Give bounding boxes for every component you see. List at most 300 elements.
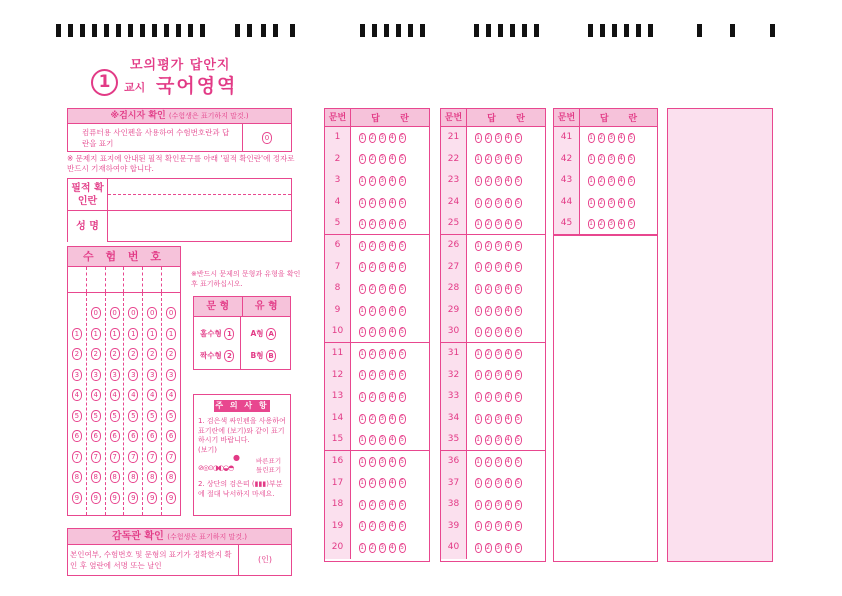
answer-choice-bubble[interactable]: 5 [400,457,404,465]
answer-choice-bubble[interactable]: 2 [486,479,490,487]
answer-choice-bubble[interactable]: 2 [486,522,490,530]
answer-choice-bubble[interactable]: 3 [496,327,500,335]
exam-digit-bubble[interactable]: 2 [128,348,138,360]
answer-choice-bubble[interactable]: 2 [370,435,374,443]
exam-digit-bubble[interactable]: 4 [166,389,176,401]
answer-choice-bubble[interactable]: 2 [486,371,490,379]
answer-choice-bubble[interactable]: 3 [380,155,384,163]
answer-choice-bubble[interactable]: 1 [476,284,480,292]
answer-choice-bubble[interactable]: 5 [516,263,520,271]
answer-choice-bubble[interactable]: 5 [516,176,520,184]
exam-digit-bubble[interactable]: 3 [110,369,120,381]
answer-choice-bubble[interactable]: 1 [476,457,480,465]
answer-choice-bubble[interactable]: 5 [400,176,404,184]
answer-choice-bubble[interactable]: 4 [390,544,394,552]
answer-choice-bubble[interactable]: 4 [390,263,394,271]
exam-digit-write-cell[interactable] [68,267,87,292]
answer-choice-bubble[interactable]: 3 [496,241,500,249]
answer-choice-bubble[interactable]: 5 [400,241,404,249]
answer-choice-bubble[interactable]: 3 [380,371,384,379]
exam-digit-bubble[interactable]: 4 [72,389,82,401]
odd-type-option[interactable]: 홀수형 1 [200,323,240,345]
answer-choice-bubble[interactable]: 4 [390,522,394,530]
exam-digit-bubble[interactable]: 3 [91,369,101,381]
exam-digit-bubble[interactable]: 6 [147,430,157,442]
exam-digit-bubble[interactable]: 8 [128,471,138,483]
exam-digit-bubble[interactable]: 3 [128,369,138,381]
answer-choice-bubble[interactable]: 4 [390,500,394,508]
answer-choice-bubble[interactable]: 2 [599,133,603,141]
exam-digit-bubble[interactable]: 1 [147,328,157,340]
answer-choice-bubble[interactable]: 4 [390,435,394,443]
answer-choice-bubble[interactable]: 3 [380,327,384,335]
answer-choice-bubble[interactable]: 1 [360,414,364,422]
answer-choice-bubble[interactable]: 2 [599,198,603,206]
answer-choice-bubble[interactable]: 3 [609,219,613,227]
answer-choice-bubble[interactable]: 2 [370,155,374,163]
exam-digit-bubble[interactable]: 3 [166,369,176,381]
answer-choice-bubble[interactable]: 1 [360,306,364,314]
answer-choice-bubble[interactable]: 3 [380,392,384,400]
answer-choice-bubble[interactable]: 4 [390,176,394,184]
answer-choice-bubble[interactable]: 3 [496,263,500,271]
answer-choice-bubble[interactable]: 5 [400,306,404,314]
answer-choice-bubble[interactable]: 3 [609,176,613,184]
exam-digit-bubble[interactable]: 2 [91,348,101,360]
answer-choice-bubble[interactable]: 1 [589,198,593,206]
answer-choice-bubble[interactable]: 5 [516,241,520,249]
answer-choice-bubble[interactable]: 2 [486,219,490,227]
answer-choice-bubble[interactable]: 4 [506,392,510,400]
answer-choice-bubble[interactable]: 5 [400,219,404,227]
answer-choice-bubble[interactable]: 5 [516,392,520,400]
answer-choice-bubble[interactable]: 4 [506,435,510,443]
answer-choice-bubble[interactable]: 1 [360,133,364,141]
answer-choice-bubble[interactable]: 4 [506,522,510,530]
answer-choice-bubble[interactable]: 2 [486,263,490,271]
exam-digit-bubble[interactable]: 0 [128,307,138,319]
answer-choice-bubble[interactable]: 3 [609,155,613,163]
answer-choice-bubble[interactable]: 4 [506,133,510,141]
exam-digit-bubble[interactable]: 0 [147,307,157,319]
answer-choice-bubble[interactable]: 4 [619,198,623,206]
answer-choice-bubble[interactable]: 4 [506,327,510,335]
answer-choice-bubble[interactable]: 2 [370,198,374,206]
answer-choice-bubble[interactable]: 5 [629,133,633,141]
answer-choice-bubble[interactable]: 1 [476,371,480,379]
answer-choice-bubble[interactable]: 5 [516,479,520,487]
exam-digit-bubble[interactable]: 7 [128,451,138,463]
answer-choice-bubble[interactable]: 1 [476,479,480,487]
b-type-option[interactable]: B형 B [251,345,291,367]
answer-choice-bubble[interactable]: 1 [589,219,593,227]
exam-digit-bubble[interactable]: 9 [166,492,176,504]
answer-choice-bubble[interactable]: 3 [496,306,500,314]
answer-choice-bubble[interactable]: 5 [400,500,404,508]
exam-digit-bubble[interactable]: 1 [166,328,176,340]
exam-digit-bubble[interactable]: 8 [110,471,120,483]
answer-choice-bubble[interactable]: 4 [506,155,510,163]
answer-choice-bubble[interactable]: 5 [400,349,404,357]
answer-choice-bubble[interactable]: 2 [486,241,490,249]
answer-choice-bubble[interactable]: 5 [516,500,520,508]
answer-choice-bubble[interactable]: 5 [516,133,520,141]
answer-choice-bubble[interactable]: 1 [476,349,480,357]
answer-choice-bubble[interactable]: 3 [380,457,384,465]
answer-choice-bubble[interactable]: 5 [516,371,520,379]
exam-digit-bubble[interactable]: 7 [110,451,120,463]
exam-digit-bubble[interactable]: 0 [166,307,176,319]
answer-choice-bubble[interactable]: 4 [390,349,394,357]
answer-choice-bubble[interactable]: 4 [619,133,623,141]
answer-choice-bubble[interactable]: 3 [496,392,500,400]
exam-digit-bubble[interactable]: 1 [110,328,120,340]
answer-choice-bubble[interactable]: 4 [506,176,510,184]
answer-choice-bubble[interactable]: 4 [506,284,510,292]
answer-choice-bubble[interactable]: 2 [599,219,603,227]
odd-type-bubble[interactable]: 1 [224,328,234,340]
answer-choice-bubble[interactable]: 2 [370,327,374,335]
answer-choice-bubble[interactable]: 1 [476,500,480,508]
answer-choice-bubble[interactable]: 4 [390,414,394,422]
exam-digit-bubble[interactable]: 3 [147,369,157,381]
supervisor-seal-field[interactable]: (인) [258,555,272,564]
answer-choice-bubble[interactable]: 2 [486,457,490,465]
exam-digit-bubble[interactable]: 7 [91,451,101,463]
answer-choice-bubble[interactable]: 3 [380,133,384,141]
answer-choice-bubble[interactable]: 5 [400,479,404,487]
exam-digit-bubble[interactable]: 1 [72,328,82,340]
answer-choice-bubble[interactable]: 3 [380,284,384,292]
answer-choice-bubble[interactable]: 5 [516,522,520,530]
answer-choice-bubble[interactable]: 3 [609,198,613,206]
answer-choice-bubble[interactable]: 3 [609,133,613,141]
examinee-confirm-bubble[interactable]: 0 [262,132,272,144]
answer-choice-bubble[interactable]: 1 [360,500,364,508]
answer-choice-bubble[interactable]: 1 [360,544,364,552]
answer-choice-bubble[interactable]: 5 [516,414,520,422]
answer-choice-bubble[interactable]: 3 [496,479,500,487]
answer-choice-bubble[interactable]: 3 [496,155,500,163]
answer-choice-bubble[interactable]: 4 [506,306,510,314]
answer-choice-bubble[interactable]: 2 [370,219,374,227]
exam-digit-bubble[interactable]: 9 [72,492,82,504]
exam-digit-bubble[interactable]: 6 [128,430,138,442]
answer-choice-bubble[interactable]: 5 [516,327,520,335]
answer-choice-bubble[interactable]: 2 [599,155,603,163]
answer-choice-bubble[interactable]: 1 [360,241,364,249]
answer-choice-bubble[interactable]: 3 [380,198,384,206]
exam-digit-bubble[interactable]: 5 [110,410,120,422]
answer-choice-bubble[interactable]: 2 [486,500,490,508]
answer-choice-bubble[interactable]: 4 [506,349,510,357]
answer-choice-bubble[interactable]: 4 [506,457,510,465]
answer-choice-bubble[interactable]: 5 [629,176,633,184]
answer-choice-bubble[interactable]: 2 [370,349,374,357]
answer-choice-bubble[interactable]: 5 [516,457,520,465]
answer-choice-bubble[interactable]: 4 [390,457,394,465]
answer-choice-bubble[interactable]: 1 [476,414,480,422]
answer-choice-bubble[interactable]: 2 [486,414,490,422]
answer-choice-bubble[interactable]: 2 [370,500,374,508]
answer-choice-bubble[interactable]: 3 [496,198,500,206]
answer-choice-bubble[interactable]: 3 [496,457,500,465]
answer-choice-bubble[interactable]: 5 [629,198,633,206]
answer-choice-bubble[interactable]: 1 [360,284,364,292]
answer-choice-bubble[interactable]: 1 [589,155,593,163]
answer-choice-bubble[interactable]: 2 [370,522,374,530]
answer-choice-bubble[interactable]: 1 [360,349,364,357]
answer-choice-bubble[interactable]: 1 [476,176,480,184]
exam-digit-write-cell[interactable] [106,267,125,292]
exam-digit-bubble[interactable]: 1 [128,328,138,340]
answer-choice-bubble[interactable]: 1 [360,219,364,227]
answer-choice-bubble[interactable]: 4 [506,500,510,508]
answer-choice-bubble[interactable]: 1 [476,327,480,335]
answer-choice-bubble[interactable]: 3 [380,263,384,271]
exam-digit-bubble[interactable]: 9 [147,492,157,504]
answer-choice-bubble[interactable]: 1 [589,133,593,141]
answer-choice-bubble[interactable]: 2 [486,198,490,206]
answer-choice-bubble[interactable]: 5 [400,198,404,206]
answer-choice-bubble[interactable]: 1 [476,219,480,227]
exam-digit-bubble[interactable]: 9 [128,492,138,504]
answer-choice-bubble[interactable]: 1 [360,392,364,400]
answer-choice-bubble[interactable]: 2 [486,392,490,400]
answer-choice-bubble[interactable]: 4 [390,198,394,206]
answer-choice-bubble[interactable]: 2 [370,457,374,465]
answer-choice-bubble[interactable]: 5 [629,219,633,227]
answer-choice-bubble[interactable]: 3 [380,414,384,422]
answer-choice-bubble[interactable]: 5 [516,306,520,314]
answer-choice-bubble[interactable]: 3 [496,349,500,357]
exam-digit-bubble[interactable]: 0 [110,307,120,319]
answer-choice-bubble[interactable]: 2 [370,479,374,487]
exam-digit-bubble[interactable]: 2 [147,348,157,360]
even-type-option[interactable]: 짝수형 2 [200,345,240,367]
exam-digit-bubble[interactable]: 6 [166,430,176,442]
answer-choice-bubble[interactable]: 2 [370,306,374,314]
answer-choice-bubble[interactable]: 3 [380,176,384,184]
answer-choice-bubble[interactable]: 1 [360,371,364,379]
answer-choice-bubble[interactable]: 3 [496,133,500,141]
answer-choice-bubble[interactable]: 3 [380,522,384,530]
answer-choice-bubble[interactable]: 3 [380,219,384,227]
answer-choice-bubble[interactable]: 3 [496,435,500,443]
answer-choice-bubble[interactable]: 3 [496,371,500,379]
answer-choice-bubble[interactable]: 1 [360,457,364,465]
answer-choice-bubble[interactable]: 4 [506,198,510,206]
exam-digit-bubble[interactable]: 5 [91,410,101,422]
exam-digit-bubble[interactable]: 0 [91,307,101,319]
answer-choice-bubble[interactable]: 5 [516,284,520,292]
answer-choice-bubble[interactable]: 4 [390,241,394,249]
handwriting-field[interactable] [108,179,291,210]
answer-choice-bubble[interactable]: 1 [476,306,480,314]
answer-choice-bubble[interactable]: 1 [360,198,364,206]
answer-choice-bubble[interactable]: 5 [516,349,520,357]
answer-choice-bubble[interactable]: 4 [506,414,510,422]
answer-choice-bubble[interactable]: 5 [400,155,404,163]
exam-digit-write-cell[interactable] [124,267,143,292]
a-type-option[interactable]: A형 A [251,323,291,345]
answer-choice-bubble[interactable]: 4 [390,392,394,400]
exam-digit-bubble[interactable]: 5 [128,410,138,422]
answer-choice-bubble[interactable]: 4 [390,327,394,335]
answer-choice-bubble[interactable]: 3 [380,349,384,357]
answer-choice-bubble[interactable]: 5 [629,155,633,163]
exam-digit-bubble[interactable]: 8 [166,471,176,483]
exam-digit-bubble[interactable]: 9 [91,492,101,504]
exam-digit-bubble[interactable]: 5 [147,410,157,422]
answer-choice-bubble[interactable]: 5 [400,414,404,422]
answer-choice-bubble[interactable]: 5 [400,371,404,379]
exam-digit-bubble[interactable]: 7 [166,451,176,463]
answer-choice-bubble[interactable]: 1 [360,479,364,487]
answer-choice-bubble[interactable]: 1 [476,198,480,206]
answer-choice-bubble[interactable]: 1 [476,263,480,271]
answer-choice-bubble[interactable]: 2 [370,544,374,552]
answer-choice-bubble[interactable]: 5 [400,544,404,552]
answer-choice-bubble[interactable]: 1 [360,327,364,335]
exam-digit-bubble[interactable]: 1 [91,328,101,340]
exam-digit-bubble[interactable]: 7 [72,451,82,463]
answer-choice-bubble[interactable]: 5 [400,392,404,400]
even-type-bubble[interactable]: 2 [224,350,234,362]
answer-choice-bubble[interactable]: 5 [400,522,404,530]
exam-digit-bubble[interactable]: 4 [147,389,157,401]
exam-digit-bubble[interactable]: 8 [147,471,157,483]
answer-choice-bubble[interactable]: 4 [390,371,394,379]
answer-choice-bubble[interactable]: 3 [496,522,500,530]
a-type-bubble[interactable]: A [266,328,276,340]
answer-choice-bubble[interactable]: 3 [496,500,500,508]
answer-choice-bubble[interactable]: 2 [370,414,374,422]
answer-choice-bubble[interactable]: 3 [380,306,384,314]
answer-choice-bubble[interactable]: 5 [400,284,404,292]
answer-choice-bubble[interactable]: 1 [476,544,480,552]
answer-choice-bubble[interactable]: 5 [516,435,520,443]
exam-digit-bubble[interactable]: 3 [72,369,82,381]
answer-choice-bubble[interactable]: 2 [370,392,374,400]
answer-choice-bubble[interactable]: 1 [589,176,593,184]
answer-choice-bubble[interactable]: 4 [619,176,623,184]
answer-choice-bubble[interactable]: 1 [360,263,364,271]
answer-choice-bubble[interactable]: 5 [516,544,520,552]
answer-choice-bubble[interactable]: 2 [599,176,603,184]
answer-choice-bubble[interactable]: 1 [476,155,480,163]
answer-choice-bubble[interactable]: 4 [506,241,510,249]
answer-choice-bubble[interactable]: 4 [390,284,394,292]
exam-digit-bubble[interactable]: 7 [147,451,157,463]
answer-choice-bubble[interactable]: 2 [486,284,490,292]
answer-choice-bubble[interactable]: 2 [486,327,490,335]
answer-choice-bubble[interactable]: 3 [496,284,500,292]
answer-choice-bubble[interactable]: 2 [370,241,374,249]
exam-digit-bubble[interactable]: 6 [72,430,82,442]
exam-digit-bubble[interactable]: 2 [110,348,120,360]
answer-choice-bubble[interactable]: 1 [476,522,480,530]
answer-choice-bubble[interactable]: 2 [370,133,374,141]
answer-choice-bubble[interactable]: 2 [370,176,374,184]
name-field[interactable] [108,211,291,242]
answer-choice-bubble[interactable]: 2 [486,306,490,314]
answer-choice-bubble[interactable]: 3 [380,479,384,487]
answer-choice-bubble[interactable]: 3 [496,544,500,552]
answer-choice-bubble[interactable]: 4 [390,306,394,314]
answer-choice-bubble[interactable]: 5 [516,198,520,206]
answer-choice-bubble[interactable]: 3 [496,414,500,422]
answer-choice-bubble[interactable]: 5 [400,435,404,443]
answer-choice-bubble[interactable]: 4 [619,219,623,227]
answer-choice-bubble[interactable]: 4 [390,155,394,163]
exam-digit-bubble[interactable]: 6 [110,430,120,442]
answer-choice-bubble[interactable]: 4 [506,263,510,271]
answer-choice-bubble[interactable]: 4 [506,371,510,379]
exam-digit-write-cell[interactable] [143,267,162,292]
answer-choice-bubble[interactable]: 1 [360,176,364,184]
answer-choice-bubble[interactable]: 2 [486,133,490,141]
exam-digit-bubble[interactable]: 6 [91,430,101,442]
answer-choice-bubble[interactable]: 2 [486,435,490,443]
answer-choice-bubble[interactable]: 4 [619,155,623,163]
answer-choice-bubble[interactable]: 2 [486,176,490,184]
answer-choice-bubble[interactable]: 5 [400,133,404,141]
answer-choice-bubble[interactable]: 1 [476,241,480,249]
exam-digit-bubble[interactable]: 4 [128,389,138,401]
answer-choice-bubble[interactable]: 5 [516,219,520,227]
exam-digit-bubble[interactable]: 4 [110,389,120,401]
answer-choice-bubble[interactable]: 1 [360,522,364,530]
exam-digit-bubble[interactable]: 8 [91,471,101,483]
exam-digit-bubble[interactable]: 8 [72,471,82,483]
answer-choice-bubble[interactable]: 4 [506,479,510,487]
answer-choice-bubble[interactable]: 1 [476,435,480,443]
answer-choice-bubble[interactable]: 1 [476,392,480,400]
answer-choice-bubble[interactable]: 2 [370,371,374,379]
answer-choice-bubble[interactable]: 2 [370,263,374,271]
answer-choice-bubble[interactable]: 4 [390,479,394,487]
answer-choice-bubble[interactable]: 4 [506,219,510,227]
exam-digit-bubble[interactable]: 2 [72,348,82,360]
answer-choice-bubble[interactable]: 3 [380,241,384,249]
answer-choice-bubble[interactable]: 1 [360,155,364,163]
answer-choice-bubble[interactable]: 5 [400,263,404,271]
answer-choice-bubble[interactable]: 3 [496,176,500,184]
exam-digit-bubble[interactable]: 9 [110,492,120,504]
answer-choice-bubble[interactable]: 1 [476,133,480,141]
answer-choice-bubble[interactable]: 2 [486,155,490,163]
exam-digit-bubble[interactable]: 4 [91,389,101,401]
answer-choice-bubble[interactable]: 2 [370,284,374,292]
exam-digit-write-cell[interactable] [162,267,180,292]
answer-choice-bubble[interactable]: 2 [486,544,490,552]
answer-choice-bubble[interactable]: 3 [496,219,500,227]
answer-choice-bubble[interactable]: 3 [380,435,384,443]
answer-choice-bubble[interactable]: 5 [516,155,520,163]
answer-choice-bubble[interactable]: 2 [486,349,490,357]
exam-digit-bubble[interactable]: 5 [72,410,82,422]
exam-digit-write-cell[interactable] [87,267,106,292]
answer-choice-bubble[interactable]: 3 [380,500,384,508]
answer-choice-bubble[interactable]: 4 [506,544,510,552]
answer-choice-bubble[interactable]: 3 [380,544,384,552]
answer-choice-bubble[interactable]: 1 [360,435,364,443]
exam-digit-bubble[interactable]: 2 [166,348,176,360]
exam-digit-bubble[interactable]: 5 [166,410,176,422]
answer-choice-bubble[interactable]: 5 [400,327,404,335]
b-type-bubble[interactable]: B [266,350,276,362]
